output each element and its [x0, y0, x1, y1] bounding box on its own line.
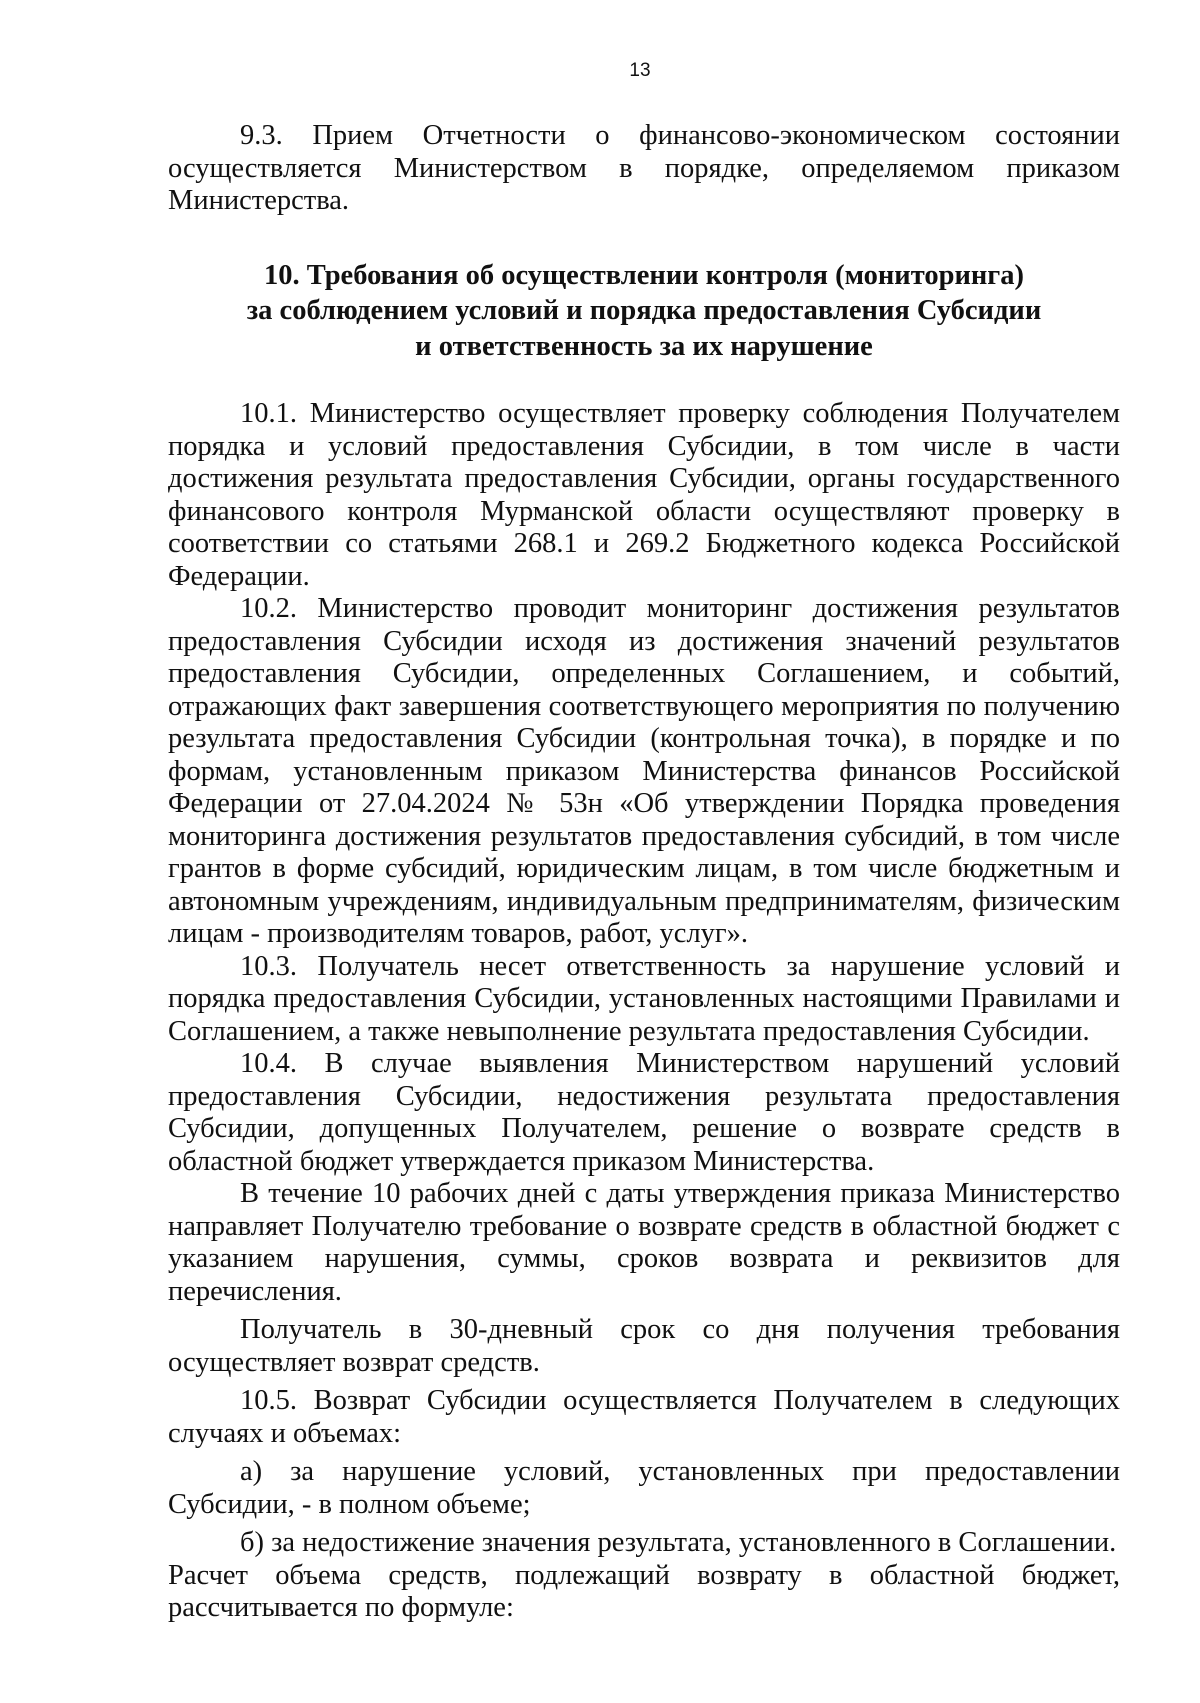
paragraph-10-5-a: а) за нарушение условий, установленных при предоставлении Субсидии, - в полном объеме; — [168, 1456, 1120, 1520]
paragraph-10-3: 10.3. Получатель несет ответственность за нарушение условий и порядка предоставления Субсидии, установленных настоящими Правилами и Соглашением, а также невыполнение результата предоставления Субсидии. — [168, 950, 1120, 1047]
page-number: 13 — [629, 60, 651, 81]
paragraph-10-5-b: б) за недостижение значения результата, установленного в Соглашении. — [240, 1527, 1117, 1558]
heading-line-3: и ответственность за их нарушение — [415, 330, 873, 362]
paragraph-10-5-b-formula-intro: Расчет объема средств, подлежащий возврату в областной бюджет, рассчитывается по формуле: — [168, 1559, 1120, 1623]
paragraph-10-2: 10.2. Министерство проводит мониторинг достижения результатов предоставления Субсидии исходя из достижения значений результатов предоставления Субсидии, определенных Соглашением, и событий, отражающих факт завершения соответствующего мероприятия по получению результата предоставления Субсидии (контрольная точка), в порядке и по формам, установленным приказом Министерства финансов Российской Федерации от 27.04.2024 № 53н «Об утверждении Порядка проведения мониторинга достижения результатов предоставления субсидий, в том числе грантов в форме субсидий, юридическим лицам, в том числе бюджетным и автономным учреждениям, индивидуальным предпринимателям, физическим лицам - производителям товаров, работ, услуг». — [168, 593, 1120, 949]
heading-line-1: 10. Требования об осуществлении контроля (мониторинга) — [264, 259, 1024, 291]
document-body — [168, 120, 1120, 1625]
paragraph-10-1: 10.1. Министерство осуществляет проверку соблюдения Получателем порядка и условий предоставления Субсидии, в том числе в части достижения результата предоставления Субсидии, органы государственного финансового контроля Мурманской области осуществляют проверку в соответствии со статьями 268.1 и 269.2 Бюджетного кодекса Российской Федерации. — [168, 398, 1120, 592]
paragraph-10-4-deadline: В течение 10 рабочих дней с даты утверждения приказа Министерство направляет Получателю требование о возврате средств в областной бюджет с указанием нарушения, суммы, сроков возврата и реквизитов для перечисления. — [168, 1178, 1120, 1307]
section-heading-10 — [168, 258, 1120, 365]
paragraph-10-4: 10.4. В случае выявления Министерством нарушений условий предоставления Субсидии, недостижения результата предоставления Субсидии, допущенных Получателем, решение о возврате средств в областной бюджет утверждается приказом Министерства. — [168, 1048, 1120, 1177]
heading-line-2: за соблюдением условий и порядка предоставления Субсидии — [246, 295, 1042, 326]
paragraph-10-4-return: Получатель в 30-дневный срок со дня получения требования осуществляет возврат средств. — [168, 1314, 1120, 1378]
paragraph-10-5: 10.5. Возврат Субсидии осуществляется Получателем в следующих случаях и объемах: — [168, 1385, 1120, 1449]
paragraph-9-3: 9.3. Прием Отчетности о финансово-экономическом состоянии осуществляется Министерством в порядке, определяемом приказом Министерства. — [168, 120, 1120, 216]
